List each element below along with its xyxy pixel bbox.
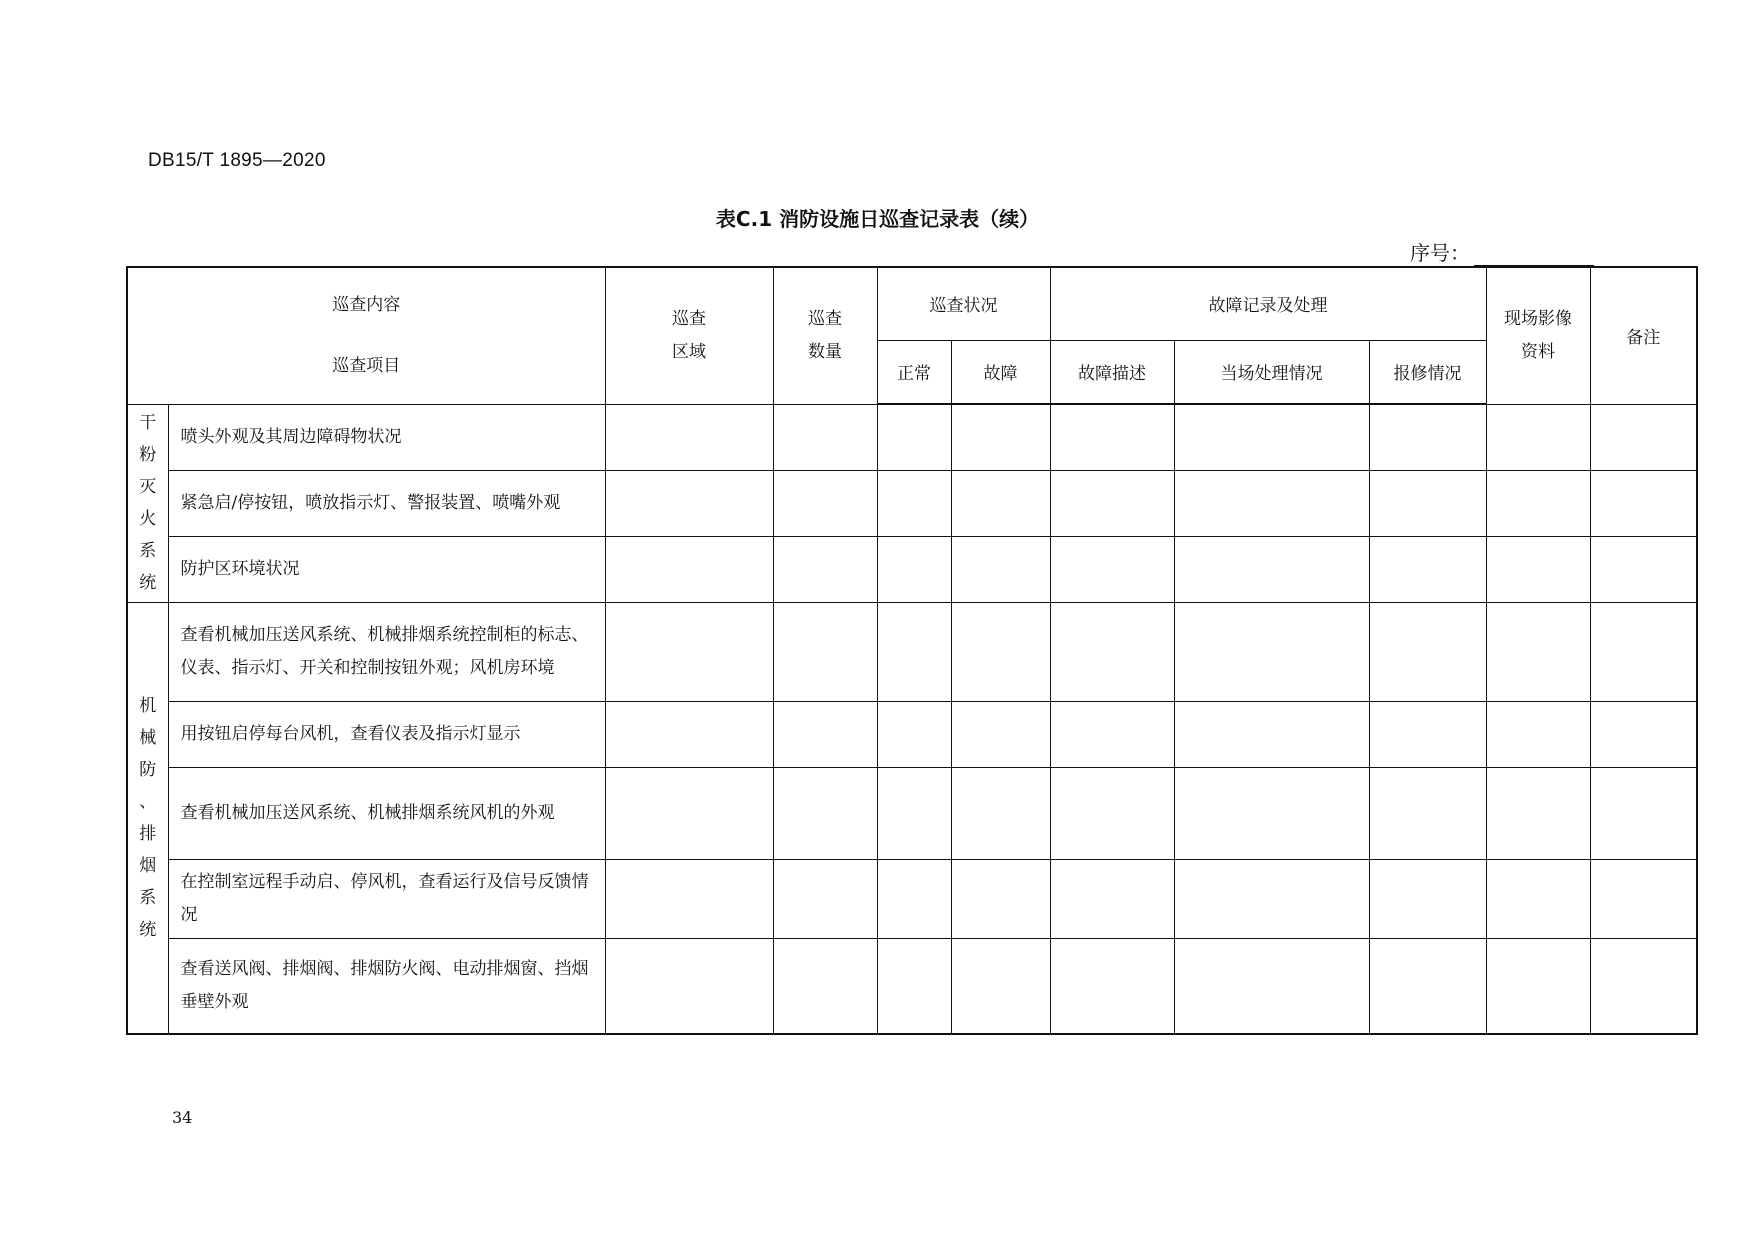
quantity-cell[interactable] bbox=[773, 404, 877, 470]
group-char: 粉 bbox=[139, 445, 157, 465]
header-photo bbox=[1486, 267, 1590, 404]
fault-desc-cell[interactable] bbox=[1050, 404, 1174, 470]
repair-cell[interactable] bbox=[1369, 470, 1486, 536]
header-remarks: 备注 bbox=[1590, 267, 1697, 404]
inspection-item: 查看机械加压送风系统、机械排烟系统风机的外观 bbox=[168, 767, 605, 859]
group-char: 火 bbox=[139, 509, 157, 529]
header-area-line2: 区域 bbox=[672, 341, 706, 362]
group-char: 系 bbox=[139, 887, 157, 908]
header-item: 巡查项目 bbox=[332, 355, 401, 376]
header-status-normal: 正常 bbox=[877, 340, 951, 404]
repair-cell[interactable] bbox=[1369, 602, 1486, 701]
group-char: 防 bbox=[139, 759, 157, 780]
normal-cell[interactable] bbox=[877, 701, 951, 767]
serial-number-label: 序号： bbox=[1410, 241, 1470, 265]
header-quantity bbox=[773, 267, 877, 404]
onsite-cell[interactable] bbox=[1174, 536, 1369, 602]
area-cell[interactable] bbox=[605, 938, 773, 1034]
remarks-cell[interactable] bbox=[1590, 701, 1697, 767]
header-area bbox=[605, 267, 773, 404]
header-status: 巡查状况 bbox=[877, 267, 1050, 340]
header-onsite: 当场处理情况 bbox=[1174, 340, 1369, 404]
onsite-cell[interactable] bbox=[1174, 701, 1369, 767]
repair-cell[interactable] bbox=[1369, 536, 1486, 602]
area-cell[interactable] bbox=[605, 701, 773, 767]
header-area-line1: 巡查 bbox=[672, 308, 706, 329]
normal-cell[interactable] bbox=[877, 859, 951, 938]
header-photo-line2: 资料 bbox=[1521, 341, 1555, 362]
photo-cell[interactable] bbox=[1486, 767, 1590, 859]
repair-cell[interactable] bbox=[1369, 767, 1486, 859]
fault-desc-cell[interactable] bbox=[1050, 938, 1174, 1034]
inspection-item: 查看机械加压送风系统、机械排烟系统控制柜的标志、仪表、指示灯、开关和控制按钮外观；风机房环境 bbox=[168, 602, 605, 701]
remarks-cell[interactable] bbox=[1590, 859, 1697, 938]
table-row bbox=[127, 938, 1697, 1034]
serial-number-field bbox=[1410, 237, 1594, 266]
onsite-cell[interactable] bbox=[1174, 602, 1369, 701]
fault-desc-cell[interactable] bbox=[1050, 767, 1174, 859]
inspection-item: 紧急启/停按钮，喷放指示灯、警报装置、喷嘴外观 bbox=[168, 470, 605, 536]
onsite-cell[interactable] bbox=[1174, 470, 1369, 536]
group-char: 烟 bbox=[139, 855, 157, 876]
table-row bbox=[127, 701, 1697, 767]
photo-cell[interactable] bbox=[1486, 470, 1590, 536]
quantity-cell[interactable] bbox=[773, 938, 877, 1034]
fault-cell[interactable] bbox=[951, 859, 1050, 938]
normal-cell[interactable] bbox=[877, 602, 951, 701]
normal-cell[interactable] bbox=[877, 938, 951, 1034]
remarks-cell[interactable] bbox=[1590, 767, 1697, 859]
fault-cell[interactable] bbox=[951, 404, 1050, 470]
quantity-cell[interactable] bbox=[773, 470, 877, 536]
group-label-smoke-control bbox=[127, 602, 168, 1034]
header-status-fault: 故障 bbox=[951, 340, 1050, 404]
table-row bbox=[127, 859, 1697, 938]
serial-number-blank[interactable] bbox=[1474, 245, 1594, 266]
header-content-item-cell bbox=[127, 267, 605, 404]
group-char: 灭 bbox=[139, 477, 157, 497]
group-char: 械 bbox=[139, 727, 157, 748]
table-row bbox=[127, 602, 1697, 701]
inspection-item: 喷头外观及其周边障碍物状况 bbox=[168, 404, 605, 470]
repair-cell[interactable] bbox=[1369, 404, 1486, 470]
quantity-cell[interactable] bbox=[773, 536, 877, 602]
header-quantity-line1: 巡查 bbox=[808, 308, 842, 329]
quantity-cell[interactable] bbox=[773, 701, 877, 767]
fault-desc-cell[interactable] bbox=[1050, 602, 1174, 701]
repair-cell[interactable] bbox=[1369, 701, 1486, 767]
fault-cell[interactable] bbox=[951, 602, 1050, 701]
group-char: 统 bbox=[139, 573, 157, 593]
photo-cell[interactable] bbox=[1486, 938, 1590, 1034]
inspection-item: 用按钮启停每台风机，查看仪表及指示灯显示 bbox=[168, 701, 605, 767]
photo-cell[interactable] bbox=[1486, 404, 1590, 470]
photo-cell[interactable] bbox=[1486, 536, 1590, 602]
quantity-cell[interactable] bbox=[773, 767, 877, 859]
fault-desc-cell[interactable] bbox=[1050, 470, 1174, 536]
photo-cell[interactable] bbox=[1486, 859, 1590, 938]
inspection-item: 查看送风阀、排烟阀、排烟防火阀、电动排烟窗、挡烟垂壁外观 bbox=[168, 938, 605, 1034]
quantity-cell[interactable] bbox=[773, 602, 877, 701]
normal-cell[interactable] bbox=[877, 470, 951, 536]
table-row bbox=[127, 404, 1697, 470]
fault-desc-cell[interactable] bbox=[1050, 536, 1174, 602]
area-cell[interactable] bbox=[605, 404, 773, 470]
area-cell[interactable] bbox=[605, 536, 773, 602]
remarks-cell[interactable] bbox=[1590, 470, 1697, 536]
document-code: DB15/T 1895—2020 bbox=[148, 150, 326, 171]
group-char: 系 bbox=[139, 541, 157, 561]
header-quantity-line2: 数量 bbox=[808, 341, 842, 362]
fault-cell[interactable] bbox=[951, 536, 1050, 602]
area-cell[interactable] bbox=[605, 767, 773, 859]
inspection-record-table bbox=[126, 266, 1698, 1035]
table-title-text: 表C.1 消防设施日巡查记录表（续） bbox=[715, 207, 1040, 231]
page-number: 34 bbox=[172, 1108, 193, 1127]
fault-cell[interactable] bbox=[951, 767, 1050, 859]
repair-cell[interactable] bbox=[1369, 938, 1486, 1034]
group-char: 、 bbox=[139, 791, 157, 812]
group-char: 统 bbox=[139, 919, 157, 940]
remarks-cell[interactable] bbox=[1590, 938, 1697, 1034]
remarks-cell[interactable] bbox=[1590, 536, 1697, 602]
photo-cell[interactable] bbox=[1486, 602, 1590, 701]
area-cell[interactable] bbox=[605, 859, 773, 938]
area-cell[interactable] bbox=[605, 470, 773, 536]
normal-cell[interactable] bbox=[877, 404, 951, 470]
inspection-item: 防护区环境状况 bbox=[168, 536, 605, 602]
group-char: 机 bbox=[139, 695, 157, 716]
onsite-cell[interactable] bbox=[1174, 938, 1369, 1034]
remarks-cell[interactable] bbox=[1590, 602, 1697, 701]
header-repair: 报修情况 bbox=[1369, 340, 1486, 404]
header-photo-line1: 现场影像 bbox=[1504, 308, 1572, 329]
fault-desc-cell[interactable] bbox=[1050, 701, 1174, 767]
fault-cell[interactable] bbox=[951, 470, 1050, 536]
group-char: 干 bbox=[139, 413, 157, 433]
onsite-cell[interactable] bbox=[1174, 767, 1369, 859]
table-title bbox=[0, 203, 1755, 232]
fault-desc-cell[interactable] bbox=[1050, 859, 1174, 938]
header-fault-record: 故障记录及处理 bbox=[1050, 267, 1486, 340]
header-content: 巡查内容 bbox=[332, 294, 401, 315]
header-fault-desc: 故障描述 bbox=[1050, 340, 1174, 404]
onsite-cell[interactable] bbox=[1174, 404, 1369, 470]
normal-cell[interactable] bbox=[877, 536, 951, 602]
table-row bbox=[127, 470, 1697, 536]
table-row bbox=[127, 536, 1697, 602]
inspection-item: 在控制室远程手动启、停风机，查看运行及信号反馈情况 bbox=[168, 859, 605, 938]
repair-cell[interactable] bbox=[1369, 859, 1486, 938]
onsite-cell[interactable] bbox=[1174, 859, 1369, 938]
photo-cell[interactable] bbox=[1486, 701, 1590, 767]
remarks-cell[interactable] bbox=[1590, 404, 1697, 470]
quantity-cell[interactable] bbox=[773, 859, 877, 938]
group-char: 排 bbox=[139, 823, 157, 844]
fault-cell[interactable] bbox=[951, 701, 1050, 767]
fault-cell[interactable] bbox=[951, 938, 1050, 1034]
area-cell[interactable] bbox=[605, 602, 773, 701]
group-label-dry-powder bbox=[127, 404, 168, 602]
table-row bbox=[127, 767, 1697, 859]
normal-cell[interactable] bbox=[877, 767, 951, 859]
